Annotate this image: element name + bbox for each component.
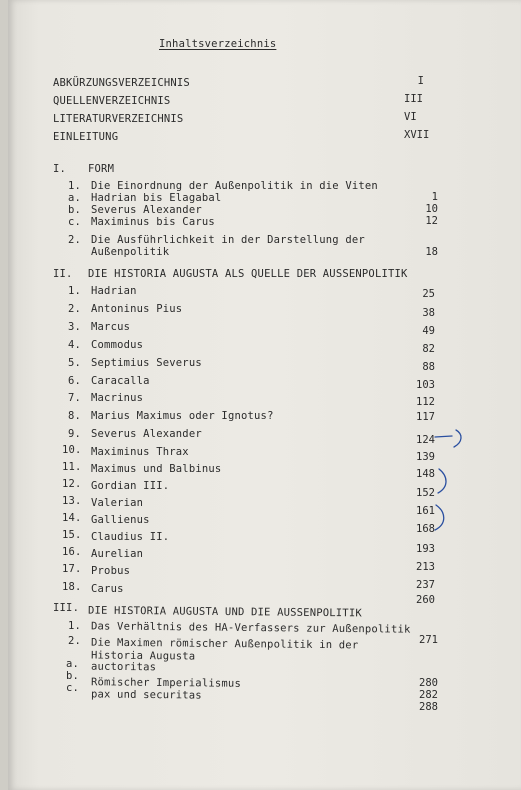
item-label: Die Einordnung der Außenpolitik in die Viten — [91, 180, 378, 192]
item-number: 15. — [62, 529, 82, 541]
item-label: Außenpolitik — [91, 246, 170, 258]
item-number: 16. — [62, 546, 82, 558]
item-number: 14. — [62, 512, 82, 524]
item-number: 12. — [62, 478, 82, 490]
item-label: Maximinus Thrax — [91, 446, 189, 458]
item-page: 280 — [419, 677, 438, 689]
item-number: 10. — [62, 444, 82, 456]
item-label: Severus Alexander — [91, 428, 202, 440]
item-page: 49 — [422, 325, 435, 337]
front-label: ABKÜRZUNGSVERZEICHNIS — [53, 77, 190, 89]
item-page: 25 — [422, 288, 435, 300]
front-page: I — [417, 75, 424, 87]
item-label: Claudius II. — [91, 531, 170, 543]
item-number: b. — [68, 204, 82, 216]
item-label: Römischer Imperialismus — [90, 676, 242, 690]
pen-bracket-mark — [454, 430, 461, 447]
item-label: Severus Alexander — [91, 204, 202, 216]
part-number: III. — [53, 602, 80, 614]
front-page: III — [404, 93, 423, 105]
item-number: 5. — [68, 357, 82, 369]
front-label: LITERATURVERZEICHNIS — [53, 113, 184, 125]
item-number: 3. — [68, 321, 82, 333]
item-number: 1. — [68, 620, 82, 632]
front-page: VI — [404, 111, 417, 123]
item-page: 103 — [416, 379, 435, 391]
item-label: pax und securitas — [90, 688, 202, 702]
item-label: Hadrian — [91, 285, 137, 297]
item-label: Die Maximen römischer Außenpolitik in der — [90, 636, 359, 652]
item-page: 168 — [416, 523, 435, 535]
item-number: 6. — [68, 375, 82, 387]
pen-bracket-mark — [438, 469, 446, 493]
item-number: 1. — [68, 285, 82, 297]
document-page — [8, 0, 521, 790]
item-number: 2. — [68, 635, 82, 647]
item-label: Valerian — [91, 497, 144, 509]
item-number: 13. — [62, 495, 82, 507]
item-page: 1 — [431, 191, 438, 203]
item-page: 148 — [416, 468, 435, 480]
item-number: 17. — [62, 563, 82, 575]
item-page: 18 — [425, 246, 438, 258]
item-page: 117 — [416, 411, 435, 423]
item-label: auctoritas — [90, 660, 157, 674]
item-number: c. — [68, 216, 82, 228]
pen-strokes — [435, 430, 461, 530]
item-page: 282 — [419, 689, 438, 701]
item-number: a. — [66, 658, 80, 670]
item-page: 88 — [422, 361, 435, 373]
item-number: a. — [68, 192, 82, 204]
item-page: 213 — [416, 561, 435, 573]
pen-dash-mark — [435, 436, 452, 437]
item-number: c. — [66, 682, 80, 694]
front-label: EINLEITUNG — [53, 131, 119, 143]
item-page: 288 — [419, 701, 438, 713]
item-label: Marius Maximus oder Ignotus? — [91, 410, 274, 422]
item-label: Septimius Severus — [91, 357, 202, 369]
item-label: Aurelian — [91, 548, 144, 560]
item-page: 10 — [425, 203, 438, 215]
item-page: 271 — [419, 634, 438, 646]
item-label: Commodus — [91, 339, 144, 351]
item-label: Hadrian bis Elagabal — [91, 192, 222, 204]
item-number: b. — [66, 670, 80, 682]
part-title: DIE HISTORIA AUGUSTA UND DIE AUSSENPOLITIK — [87, 604, 362, 620]
item-number: 2. — [68, 303, 82, 315]
item-label: Maximinus bis Carus — [91, 216, 215, 228]
item-label: Die Ausführlichkeit in der Darstellung der — [91, 234, 365, 246]
item-page: 161 — [416, 505, 435, 517]
item-page: 38 — [422, 307, 435, 319]
item-label: Das Verhältnis des HA-Verfassers zur Außenpolitik — [90, 620, 411, 636]
front-page: XVII — [404, 129, 430, 141]
part-title: FORM — [88, 163, 115, 175]
item-label: Marcus — [91, 321, 131, 333]
pen-bracket-mark — [435, 505, 444, 530]
item-number: 1. — [68, 180, 82, 192]
part-number: II. — [53, 268, 73, 280]
item-label: Gordian III. — [91, 480, 170, 492]
part-number: I. — [53, 163, 67, 175]
item-page: 82 — [422, 343, 435, 355]
item-number: 11. — [62, 461, 82, 473]
item-page: 112 — [416, 396, 435, 408]
item-page: 237 — [416, 579, 435, 591]
item-number: 2. — [68, 234, 82, 246]
item-number: 7. — [68, 392, 82, 404]
item-label: Maximus und Balbinus — [91, 463, 222, 475]
item-label: Gallienus — [91, 514, 150, 526]
item-number: 18. — [62, 581, 82, 593]
item-number: 9. — [68, 428, 82, 440]
item-number: 8. — [68, 410, 82, 422]
item-page: 260 — [416, 594, 435, 606]
part-title: DIE HISTORIA AUGUSTA ALS QUELLE DER AUSSENPOLITIK — [88, 268, 408, 280]
item-label: Probus — [91, 565, 131, 577]
front-label: QUELLENVERZEICHNIS — [53, 95, 171, 107]
item-page: 193 — [416, 543, 435, 555]
item-page: 152 — [416, 487, 435, 499]
item-label: Caracalla — [91, 375, 150, 387]
item-label: Carus — [91, 583, 124, 595]
item-label: Antoninus Pius — [91, 303, 183, 315]
item-page: 139 — [416, 451, 435, 463]
item-number: 4. — [68, 339, 82, 351]
toc-heading: Inhaltsverzeichnis — [159, 38, 277, 50]
item-page: 12 — [425, 215, 438, 227]
item-page: 124 — [416, 434, 435, 446]
item-label: Macrinus — [91, 392, 144, 404]
item-label: Historia Augusta — [90, 649, 196, 663]
